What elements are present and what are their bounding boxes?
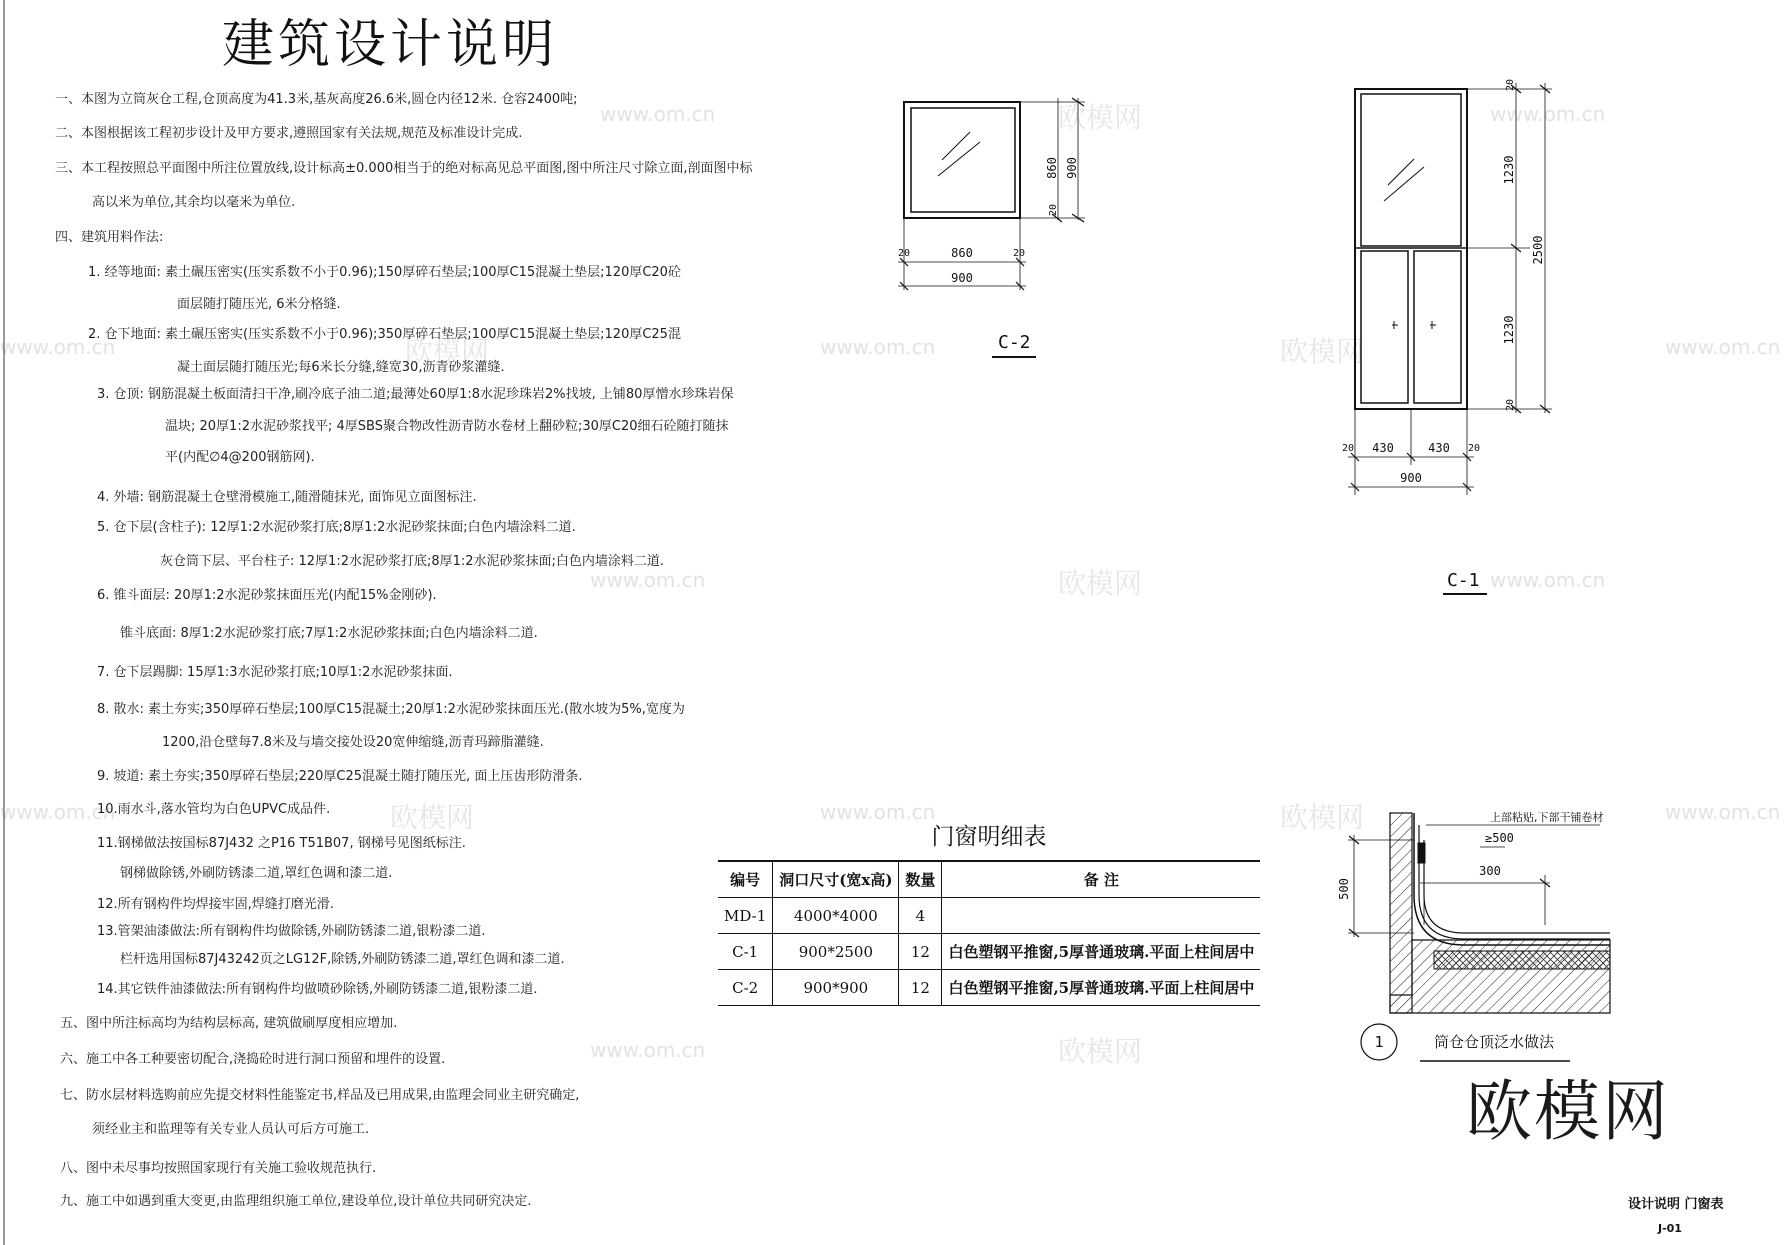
watermark-url: www.om.cn [590, 568, 706, 592]
header-cell: 数量 [899, 861, 942, 898]
note-line: 4. 外墙: 钢筋混凝土仓壁滑模施工,随滑随抹光, 面饰见立面图标注. [97, 490, 477, 505]
cell: 4000*4000 [773, 898, 899, 934]
dim-text: 430 [1428, 441, 1450, 455]
dim-text: 300 [1479, 864, 1501, 878]
detail-caption: 筒仓仓顶泛水做法 [1434, 1033, 1555, 1051]
watermark-cn: 欧模网 [1058, 101, 1143, 134]
detail-annotation: 上部粘贴,下部干铺卷材 [1490, 811, 1604, 824]
note-line: 八、图中未尽事均按照国家现行有关施工验收规范执行. [60, 1161, 377, 1176]
window-frame-outer [1355, 89, 1467, 409]
dim-text: 1230 [1502, 315, 1516, 345]
table-header-row [718, 861, 1260, 898]
note-line: 12.所有钢构件均焊接牢固,焊缝打磨光滑. [97, 897, 334, 912]
note-line: 灰仓筒下层、平台柱子: 12厚1:2水泥砂浆打底;8厚1:2水泥砂浆抹面;白色内墙涂料二道. [160, 554, 665, 569]
watermark-url: www.om.cn [1490, 568, 1606, 592]
note-line: 3. 仓顶: 钢筋混凝土板面清扫干净,刷冷底子油二道;最薄处60厚1:8水泥珍珠岩2%找坡, 上铺80厚憎水珍珠岩保 [97, 387, 734, 402]
note-line: 13.管架油漆做法:所有钢构件均做除锈,外刷防锈漆二道,银粉漆二道. [97, 924, 486, 939]
dim-text: 860 [951, 246, 973, 260]
watermark-url: www.om.cn [1490, 102, 1606, 126]
note-line: 九、施工中如遇到重大变更,由监理组织施工单位,建设单位,设计单位共同研究决定. [60, 1194, 532, 1209]
dim-text: 860 [1045, 157, 1059, 179]
insulation-layer [1434, 951, 1610, 969]
window-frame-outer [904, 102, 1020, 218]
window-frame-inner [911, 108, 1015, 212]
page-border [0, 0, 12, 1245]
watermark-url: www.om.cn [600, 102, 716, 126]
note-line: 三、本工程按照总平面图中所注位置放线,设计标高±0.000相当于的绝对标高见总平面图,图中所注尺寸除立面,剖面图中标 [55, 161, 753, 176]
label-underline [992, 355, 1036, 361]
wall-section [1390, 813, 1412, 1013]
note-line: 平(内配∅4@200钢筋网). [165, 450, 315, 465]
header-cell: 备 注 [942, 861, 1260, 898]
dim-text: 900 [951, 271, 973, 285]
note-line: 须经业主和监理等有关专业人员认可后方可施工. [92, 1122, 370, 1137]
note-line: 11.钢梯做法按国标87J432 之P16 T51B07, 钢梯号见图纸标注. [97, 836, 466, 851]
dim-text: 20 [1048, 203, 1059, 216]
watermark-url: www.om.cn [1665, 335, 1781, 359]
label-underline [1443, 592, 1487, 598]
dim-text: 20 [1468, 443, 1481, 454]
window-c1-drawing [1330, 75, 1570, 505]
page-title: 建筑设计说明 [222, 15, 559, 75]
note-line: 五、图中所注标高均为结构层标高, 建筑做刷厚度相应增加. [60, 1016, 398, 1031]
note-line: 1. 经等地面: 素土碾压密实(压实系数不小于0.96);150厚碎石垫层;100厚C15混凝土垫层;120厚C20砼 [88, 265, 681, 280]
note-line: 8. 散水: 素土夯实;350厚碎石垫层;100厚C15混凝土;20厚1:2水泥砂浆抹面压光.(散水坡为5%,宽度为 [97, 702, 685, 717]
note-line: 一、本图为立筒灰仓工程,仓顶高度为41.3米,基灰高度26.6米,圆仓内径12米. 仓容2400吨; [55, 92, 578, 107]
dim-text: 20 [1505, 398, 1516, 411]
watermark-url: www.om.cn [820, 335, 936, 359]
note-line: 2. 仓下地面: 素土碾压密实(压实系数不小于0.96);350厚碎石垫层;100厚C15混凝土垫层;120厚C25混 [88, 327, 681, 342]
dim-text: 20 [1342, 443, 1355, 454]
note-line: 四、建筑用料作法: [55, 230, 164, 245]
note-line: 5. 仓下层(含柱子): 12厚1:2水泥砂浆打底;8厚1:2水泥砂浆抹面;白色内墙涂料二道. [97, 520, 576, 535]
note-line: 高以米为单位,其余均以毫米为单位. [92, 195, 296, 210]
dim-text: 1230 [1502, 155, 1516, 185]
note-line: 凝土面层随打随压光;每6米长分缝,缝宽30,沥青砂浆灌缝. [177, 360, 505, 375]
note-line: 面层随打随压光, 6米分格缝. [177, 297, 341, 312]
watermark-cn: 欧模网 [1280, 801, 1365, 834]
cell: 白色塑钢平推窗,5厚普通玻璃.平面上柱间居中 [942, 934, 1260, 970]
cell: 900*2500 [773, 934, 899, 970]
table-row [718, 970, 1260, 1006]
note-line: 钢梯做除锈,外刷防锈漆二道,罩红色调和漆二道. [120, 866, 393, 881]
dim-text: 20 [898, 248, 911, 259]
dim-text: 500 [1337, 878, 1351, 900]
note-line: 9. 坡道: 素土夯实;350厚碎石垫层;220厚C25混凝土随打随压光, 面上压齿形防滑条. [97, 769, 583, 784]
note-line: 六、施工中各工种要密切配合,浇捣砼时进行洞口预留和埋件的设置. [60, 1052, 446, 1067]
cell: 白色塑钢平推窗,5厚普通玻璃.平面上柱间居中 [942, 970, 1260, 1006]
cell [942, 898, 1260, 934]
table-row [718, 898, 1260, 934]
cell: 12 [899, 934, 942, 970]
note-line: 7. 仓下层踢脚: 15厚1:3水泥砂浆打底;10厚1:2水泥砂浆抹面. [97, 665, 453, 680]
dim-text: ≥500 [1485, 831, 1514, 845]
watermark-url: www.om.cn [0, 800, 116, 824]
note-line: 二、本图根据该工程初步设计及甲方要求,遵照国家有关法规,规范及标准设计完成. [55, 126, 523, 141]
watermark-url: www.om.cn [590, 1038, 706, 1062]
watermark-cn: 欧模网 [390, 801, 475, 834]
window-c1-label: C-1 [1447, 570, 1480, 591]
termination-bar [1418, 843, 1425, 863]
watermark-cn: 欧模网 [405, 335, 490, 368]
window-right-leaf [1414, 251, 1461, 403]
note-line: 1200,沿仓壁每7.8米及与墙交接处设20宽伸缩缝,沥青玛蹄脂灌缝. [162, 735, 544, 750]
cell: 12 [899, 970, 942, 1006]
window-upper-pane [1361, 94, 1461, 246]
cell: MD-1 [718, 898, 773, 934]
dim-text: 900 [1400, 471, 1422, 485]
dim-text: 20 [1505, 78, 1516, 91]
sheet-title: 设计说明 门窗表 [1628, 1197, 1724, 1212]
detail-callout-number: 1 [1374, 1033, 1384, 1051]
schedule-title: 门窗明细表 [931, 824, 1047, 850]
watermark-url: www.om.cn [0, 335, 116, 359]
dim-text: 900 [1065, 157, 1079, 179]
window-c2-label: C-2 [998, 332, 1031, 353]
window-c2-drawing [880, 90, 1120, 370]
note-line: 10.雨水斗,落水管均为白色UPVC成品件. [97, 802, 331, 817]
watermark-cn: 欧模网 [1058, 567, 1143, 600]
watermark-cn: 欧模网 [1280, 335, 1365, 368]
note-line: 6. 锥斗面层: 20厚1:2水泥砂浆抹面压光(内配15%金刚砂). [97, 588, 437, 603]
note-line: 七、防水层材料选购前应先提交材料性能鉴定书,样品及已用成果,由监理会同业主研究确定, [60, 1088, 580, 1103]
note-line: 14.其它铁件油漆做法:所有钢构件均做喷砂除锈,外刷防锈漆二道,银粉漆二道. [97, 982, 538, 997]
flashing-detail-drawing [1330, 795, 1670, 1075]
sheet-number: J-01 [1658, 1222, 1682, 1235]
cell: 900*900 [773, 970, 899, 1006]
table-row [718, 934, 1260, 970]
cell: C-1 [718, 934, 773, 970]
note-line: 锥斗底面: 8厚1:2水泥砂浆打底;7厚1:2水泥砂浆抹面;白色内墙涂料二道. [120, 626, 538, 641]
note-line: 温块; 20厚1:2水泥砂浆找平; 4厚SBS聚合物改性沥青防水卷材上翻砂粒;30厚C20细石砼随打随抹 [165, 419, 729, 434]
glass-hatch [942, 132, 970, 160]
glass-hatch [938, 142, 980, 176]
header-cell: 编号 [718, 861, 773, 898]
watermark-logo: 欧模网 [1466, 1073, 1670, 1150]
cell: C-2 [718, 970, 773, 1006]
watermark-cn: 欧模网 [1058, 1035, 1143, 1068]
cell: 4 [899, 898, 942, 934]
door-window-schedule [718, 824, 1260, 1008]
dim-text: 430 [1372, 441, 1394, 455]
window-left-leaf [1361, 251, 1408, 403]
dim-text: 20 [1013, 248, 1026, 259]
watermark-url: www.om.cn [1665, 800, 1781, 824]
dim-text: 2500 [1531, 235, 1545, 265]
header-cell: 洞口尺寸(宽x高) [773, 861, 899, 898]
watermark-url: www.om.cn [820, 800, 936, 824]
note-line: 栏杆选用国标87J43242页之LG12F,除锈,外刷防锈漆二道,罩红色调和漆二道. [120, 952, 565, 967]
